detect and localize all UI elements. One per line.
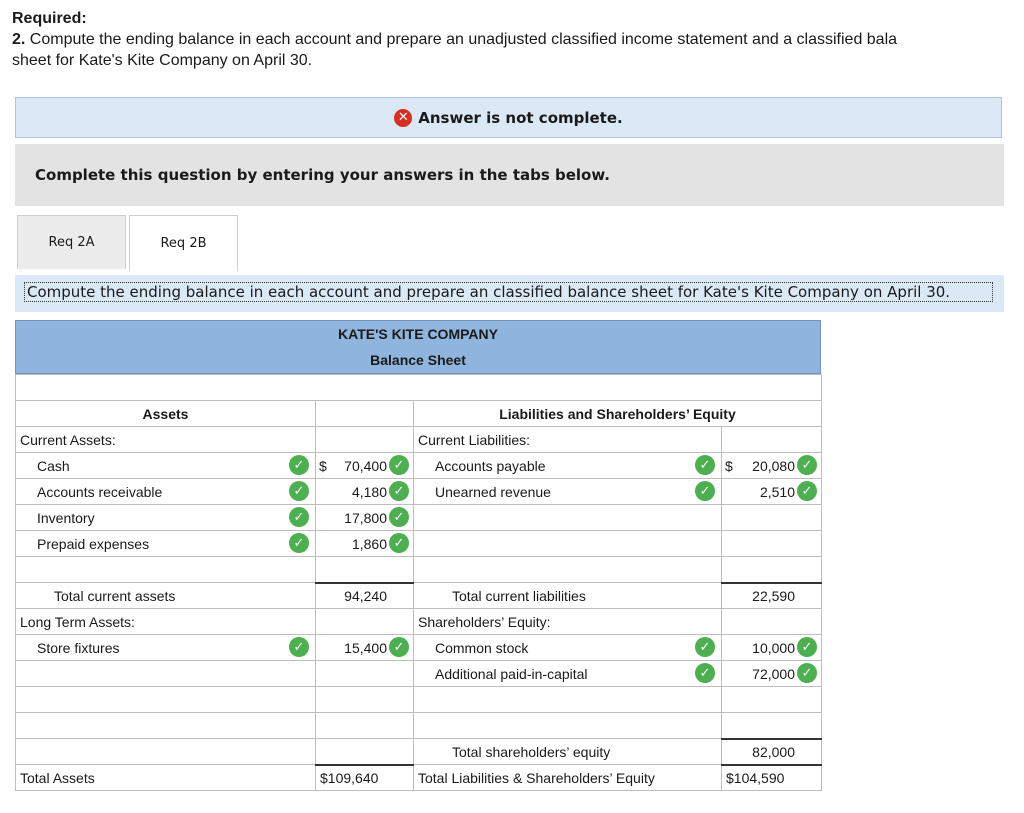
accounts-receivable-account[interactable] bbox=[16, 479, 316, 505]
empty-input[interactable] bbox=[414, 687, 722, 713]
table-row bbox=[16, 739, 822, 765]
empty-input[interactable] bbox=[316, 557, 414, 583]
check-icon: ✓ bbox=[797, 455, 817, 475]
empty-input[interactable] bbox=[722, 531, 822, 557]
inventory-amount[interactable] bbox=[316, 505, 414, 531]
inventory-account[interactable] bbox=[16, 505, 316, 531]
empty-input[interactable] bbox=[414, 713, 722, 739]
accounts-payable-amount[interactable] bbox=[722, 453, 822, 479]
total-assets-value[interactable]: $109,640 bbox=[316, 765, 414, 791]
cash-amount[interactable] bbox=[316, 453, 414, 479]
check-icon: ✓ bbox=[389, 455, 409, 475]
check-icon: ✓ bbox=[695, 637, 715, 657]
assets-header: Assets bbox=[16, 401, 316, 427]
current-assets-label: Current Assets: bbox=[16, 427, 316, 453]
table-row bbox=[16, 505, 822, 531]
tab-req-2b[interactable] bbox=[129, 215, 238, 271]
total-current-liabilities-value[interactable]: 22,590 bbox=[722, 583, 822, 609]
store-fixtures-amount[interactable] bbox=[316, 635, 414, 661]
empty-input[interactable] bbox=[722, 687, 822, 713]
empty-input[interactable] bbox=[722, 713, 822, 739]
empty-input[interactable] bbox=[16, 713, 316, 739]
accounts-payable-value: 20,080 bbox=[752, 457, 795, 474]
apic-value: 72,000 bbox=[752, 665, 795, 682]
empty-input[interactable] bbox=[316, 713, 414, 739]
table-row bbox=[16, 713, 822, 739]
prepaid-expenses-amount[interactable] bbox=[316, 531, 414, 557]
required-text: Compute the ending balance in each account and prepare an unadjusted classified income statement and a classified bala bbox=[29, 31, 898, 48]
check-icon: ✓ bbox=[695, 663, 715, 683]
empty-cell bbox=[316, 427, 414, 453]
liabilities-equity-header: Liabilities and Shareholders’ Equity bbox=[414, 401, 822, 427]
check-icon: ✓ bbox=[389, 481, 409, 501]
dollar-sign: $ bbox=[319, 457, 327, 474]
table-row bbox=[16, 635, 822, 661]
store-fixtures-account[interactable] bbox=[16, 635, 316, 661]
required-label: Required: bbox=[12, 10, 87, 27]
prepaid-expenses-account[interactable] bbox=[16, 531, 316, 557]
accounts-receivable-value: 4,180 bbox=[351, 483, 387, 500]
question-prompt-text: Compute the ending balance in each account and prepare an classified balance sheet for Kate's Kite Company on April 30. bbox=[24, 282, 993, 302]
table-row bbox=[16, 427, 822, 453]
total-current-liabilities-label: Total current liabilities bbox=[414, 583, 722, 609]
empty-input[interactable] bbox=[414, 531, 722, 557]
check-icon: ✓ bbox=[695, 481, 715, 501]
x-circle-icon: ✕ bbox=[394, 109, 412, 127]
check-icon: ✓ bbox=[389, 637, 409, 657]
table-row bbox=[16, 453, 822, 479]
table-row bbox=[16, 661, 822, 687]
total-liabilities-equity-value[interactable]: $104,590 bbox=[722, 765, 822, 791]
accounts-payable-label: Accounts payable bbox=[435, 457, 546, 474]
check-icon: ✓ bbox=[797, 481, 817, 501]
cash-value: 70,400 bbox=[344, 457, 387, 474]
check-icon: ✓ bbox=[695, 455, 715, 475]
total-equity-value[interactable]: 82,000 bbox=[722, 739, 822, 765]
table-row bbox=[16, 557, 822, 583]
table-row bbox=[16, 375, 822, 401]
empty-input[interactable] bbox=[316, 661, 414, 687]
check-icon: ✓ bbox=[289, 481, 309, 501]
required-section bbox=[12, 8, 1024, 71]
table-row bbox=[16, 583, 822, 609]
inventory-value: 17,800 bbox=[344, 509, 387, 526]
shareholders-equity-label: Shareholders’ Equity: bbox=[414, 609, 722, 635]
apic-label: Additional paid-in-capital bbox=[435, 665, 588, 682]
apic-account[interactable] bbox=[414, 661, 722, 687]
unearned-revenue-value: 2,510 bbox=[759, 483, 795, 500]
store-fixtures-value: 15,400 bbox=[344, 639, 387, 656]
balance-sheet bbox=[15, 320, 821, 791]
inventory-label: Inventory bbox=[37, 509, 95, 526]
table-row bbox=[16, 479, 822, 505]
empty-input[interactable] bbox=[316, 687, 414, 713]
tab-req-2a-label: Req 2A bbox=[48, 235, 95, 250]
empty-input[interactable] bbox=[414, 505, 722, 531]
accounts-receivable-amount[interactable] bbox=[316, 479, 414, 505]
total-current-assets-label: Total current assets bbox=[16, 583, 316, 609]
empty-input[interactable] bbox=[722, 505, 822, 531]
long-term-assets-label: Long Term Assets: bbox=[16, 609, 316, 635]
check-icon: ✓ bbox=[289, 533, 309, 553]
prepaid-expenses-value: 1,860 bbox=[351, 535, 387, 552]
table-row bbox=[16, 765, 822, 791]
apic-amount[interactable] bbox=[722, 661, 822, 687]
required-text-2: sheet for Kate's Kite Company on April 30. bbox=[12, 52, 313, 69]
total-liabilities-equity-label: Total Liabilities & Shareholders’ Equity bbox=[414, 765, 722, 791]
empty-input[interactable] bbox=[16, 687, 316, 713]
tab-req-2b-label: Req 2B bbox=[160, 236, 207, 251]
empty-input[interactable] bbox=[722, 557, 822, 583]
accounts-payable-account[interactable] bbox=[414, 453, 722, 479]
blank-row bbox=[16, 375, 822, 401]
check-icon: ✓ bbox=[289, 507, 309, 527]
empty-cell bbox=[316, 609, 414, 635]
table-row bbox=[16, 531, 822, 557]
current-liabilities-label: Current Liabilities: bbox=[414, 427, 722, 453]
balance-sheet-table bbox=[15, 374, 822, 791]
empty-input[interactable] bbox=[414, 557, 722, 583]
tab-req-2a[interactable] bbox=[17, 215, 126, 269]
total-current-assets-value[interactable]: 94,240 bbox=[316, 583, 414, 609]
common-stock-amount[interactable] bbox=[722, 635, 822, 661]
empty-cell bbox=[16, 739, 316, 765]
empty-cell bbox=[722, 427, 822, 453]
dollar-sign: $ bbox=[725, 457, 733, 474]
cash-label: Cash bbox=[37, 457, 70, 474]
empty-input[interactable] bbox=[16, 661, 316, 687]
company-name: KATE'S KITE COMPANY bbox=[338, 326, 498, 342]
unearned-revenue-amount[interactable] bbox=[722, 479, 822, 505]
total-assets-label: Total Assets bbox=[16, 765, 316, 791]
total-equity-label: Total shareholders’ equity bbox=[414, 739, 722, 765]
question-prompt bbox=[15, 275, 1004, 312]
instructions-bar bbox=[15, 144, 1004, 206]
empty-input[interactable] bbox=[16, 557, 316, 583]
table-row bbox=[16, 687, 822, 713]
empty-cell bbox=[722, 609, 822, 635]
check-icon: ✓ bbox=[289, 455, 309, 475]
common-stock-account[interactable] bbox=[414, 635, 722, 661]
check-icon: ✓ bbox=[389, 507, 409, 527]
table-row bbox=[16, 609, 822, 635]
empty-cell bbox=[316, 739, 414, 765]
prepaid-expenses-label: Prepaid expenses bbox=[37, 535, 150, 552]
check-icon: ✓ bbox=[289, 637, 309, 657]
store-fixtures-label: Store fixtures bbox=[37, 639, 120, 656]
table-row bbox=[16, 401, 822, 427]
answer-status-banner bbox=[15, 97, 1002, 138]
check-icon: ✓ bbox=[797, 663, 817, 683]
instructions-text: Complete this question by entering your answers in the tabs below. bbox=[35, 166, 610, 184]
check-icon: ✓ bbox=[797, 637, 817, 657]
common-stock-label: Common stock bbox=[435, 639, 529, 656]
unearned-revenue-account[interactable] bbox=[414, 479, 722, 505]
accounts-receivable-label: Accounts receivable bbox=[37, 483, 163, 500]
answer-status-text: Answer is not complete. bbox=[418, 108, 623, 127]
empty-cell bbox=[316, 401, 414, 427]
common-stock-value: 10,000 bbox=[752, 639, 795, 656]
cash-account[interactable] bbox=[16, 453, 316, 479]
required-number: 2. bbox=[12, 31, 26, 48]
statement-title: Balance Sheet bbox=[370, 352, 466, 368]
balance-sheet-header bbox=[15, 320, 821, 374]
check-icon: ✓ bbox=[389, 533, 409, 553]
unearned-revenue-label: Unearned revenue bbox=[435, 483, 551, 500]
